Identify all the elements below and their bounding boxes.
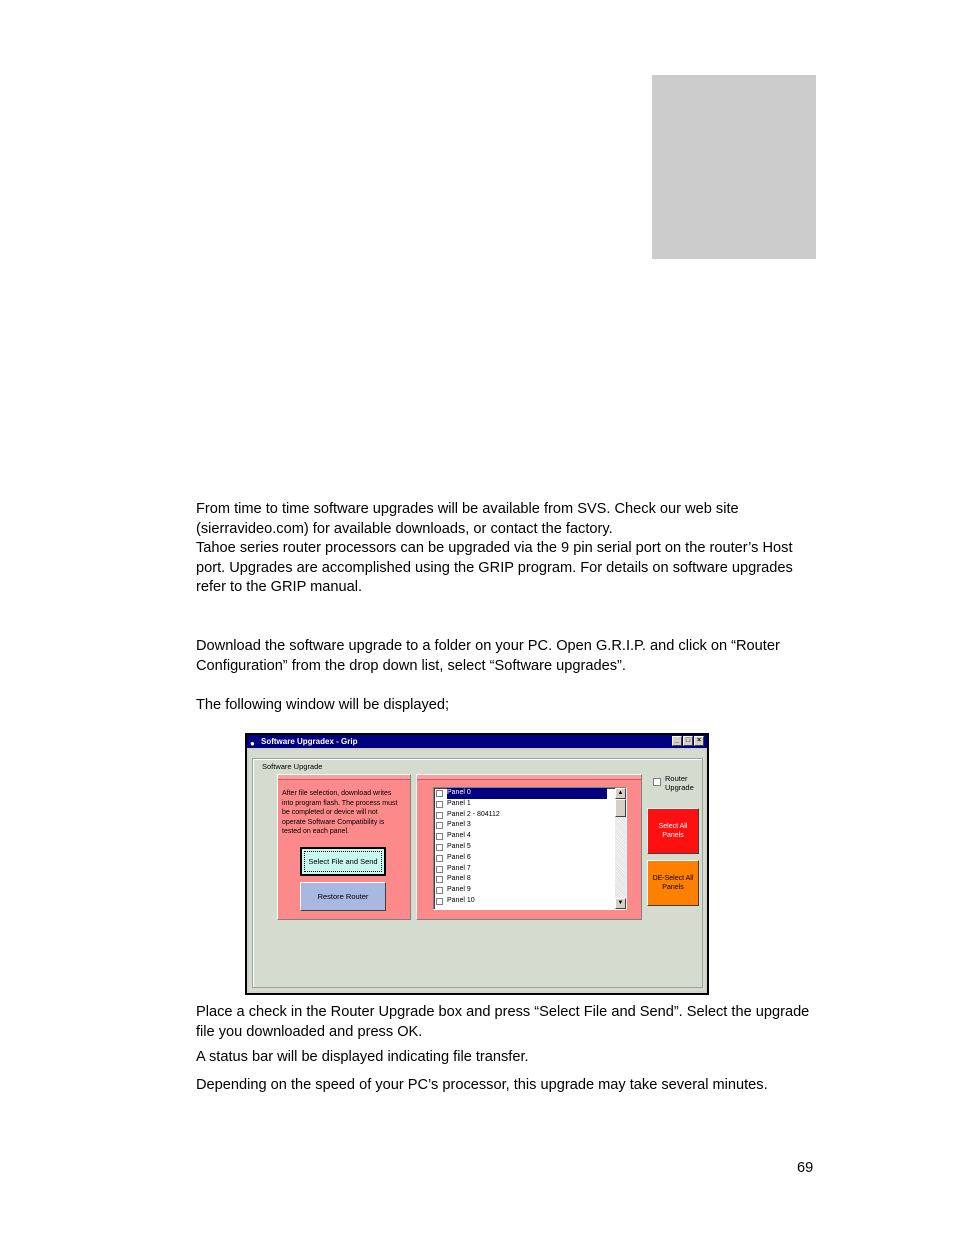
panel-list-item[interactable]: [434, 864, 626, 875]
group-label: Software Upgrade: [262, 762, 323, 771]
panel-list-item[interactable]: [434, 831, 626, 842]
panel-list-item[interactable]: [434, 810, 626, 821]
panel-label: Panel 5: [447, 842, 471, 850]
decorative-gray-box: [652, 75, 816, 259]
panel-list-item[interactable]: [434, 842, 626, 853]
intro-paragraph: From time to time software upgrades will be available from SVS. Check our web site (sierravideo.com) for available downloads, or contact the factory.: [196, 501, 739, 537]
window-title: Software Upgradex - Grip: [261, 737, 358, 746]
panel-checkbox[interactable]: [436, 855, 443, 862]
close-icon[interactable]: ×: [694, 736, 704, 746]
panel-checkbox[interactable]: [436, 887, 443, 894]
window-intro-paragraph: The following window will be displayed;: [196, 697, 450, 713]
panel-checkbox[interactable]: [436, 833, 443, 840]
info-text: After file selection, download writes into program flash. The process must be completed or device will not operate Software Compatibility is tested on each panel.: [282, 790, 398, 835]
info-panel: [277, 774, 411, 920]
panel-list-item[interactable]: [434, 885, 626, 896]
panel-label: Panel 0: [447, 788, 607, 799]
panel-checkbox[interactable]: [436, 844, 443, 851]
panel-checkbox[interactable]: [436, 812, 443, 819]
panel-checkbox[interactable]: [436, 866, 443, 873]
router-upgrade-label: Router Upgrade: [665, 774, 694, 792]
panel-list-scrollbar[interactable]: [615, 788, 626, 909]
panel-list-item[interactable]: [434, 788, 626, 799]
panel-list-item[interactable]: [434, 896, 626, 907]
panel-checkbox[interactable]: [436, 790, 443, 797]
panel-label: Panel 4: [447, 832, 471, 840]
page-number: 69: [797, 1160, 814, 1176]
tahoe-paragraph: Tahoe series router processors can be upgraded via the 9 pin serial port on the router’s Host port. Upgrades are accomplished using the GRIP program. For details on software upgrades refer to the GRIP manual.: [196, 540, 793, 595]
restore-router-button[interactable]: Restore Router: [300, 882, 386, 911]
deselect-all-panels-button[interactable]: DE-Select All Panels: [647, 860, 699, 906]
panel-label: Panel 10: [447, 896, 475, 904]
window-client-area: [249, 750, 705, 991]
scroll-up-icon[interactable]: ▲: [615, 788, 626, 799]
select-file-and-send-button[interactable]: Select File and Send: [300, 847, 386, 876]
panel-list-item[interactable]: [434, 874, 626, 885]
panel-label: Panel 7: [447, 864, 471, 872]
app-icon: ●: [250, 739, 255, 748]
status-bar-paragraph: A status bar will be displayed indicating file transfer.: [196, 1049, 529, 1065]
download-paragraph: Download the software upgrade to a folder on your PC. Open G.R.I.P. and click on “Router Configuration” from the drop down list, select “Software upgrades”.: [196, 638, 780, 674]
minimize-icon[interactable]: _: [672, 736, 682, 746]
panel-checkbox[interactable]: [436, 822, 443, 829]
window-titlebar: [247, 735, 707, 748]
scroll-down-icon[interactable]: ▼: [615, 898, 626, 909]
panel-list-item[interactable]: [434, 820, 626, 831]
panel-label: Panel 2 - 804112: [447, 810, 500, 818]
panel-list-item[interactable]: [434, 853, 626, 864]
panel-label: Panel 1: [447, 799, 471, 807]
scroll-thumb[interactable]: [615, 799, 626, 817]
panel-label: Panel 6: [447, 853, 471, 861]
select-all-panels-button[interactable]: Select All Panels: [647, 808, 699, 854]
software-upgrade-window: [245, 733, 709, 995]
software-upgrade-group: [252, 758, 703, 988]
panel-list-item[interactable]: [434, 799, 626, 810]
panel-label: Panel 9: [447, 886, 471, 894]
panel-label: Panel 8: [447, 875, 471, 883]
panel-listbox[interactable]: [433, 787, 627, 910]
panel-label: Panel 3: [447, 821, 471, 829]
router-upgrade-checkbox[interactable]: [653, 778, 661, 786]
panel-checkbox[interactable]: [436, 801, 443, 808]
maximize-icon[interactable]: □: [683, 736, 693, 746]
panel-checkbox[interactable]: [436, 898, 443, 905]
panel-checkbox[interactable]: [436, 876, 443, 883]
instructions-paragraph: Place a check in the Router Upgrade box and press “Select File and Send”. Select the upgrade file you downloaded and press OK.: [196, 1004, 810, 1040]
panel-list-container: [416, 774, 642, 920]
duration-paragraph: Depending on the speed of your PC’s processor, this upgrade may take several minutes.: [196, 1077, 768, 1093]
